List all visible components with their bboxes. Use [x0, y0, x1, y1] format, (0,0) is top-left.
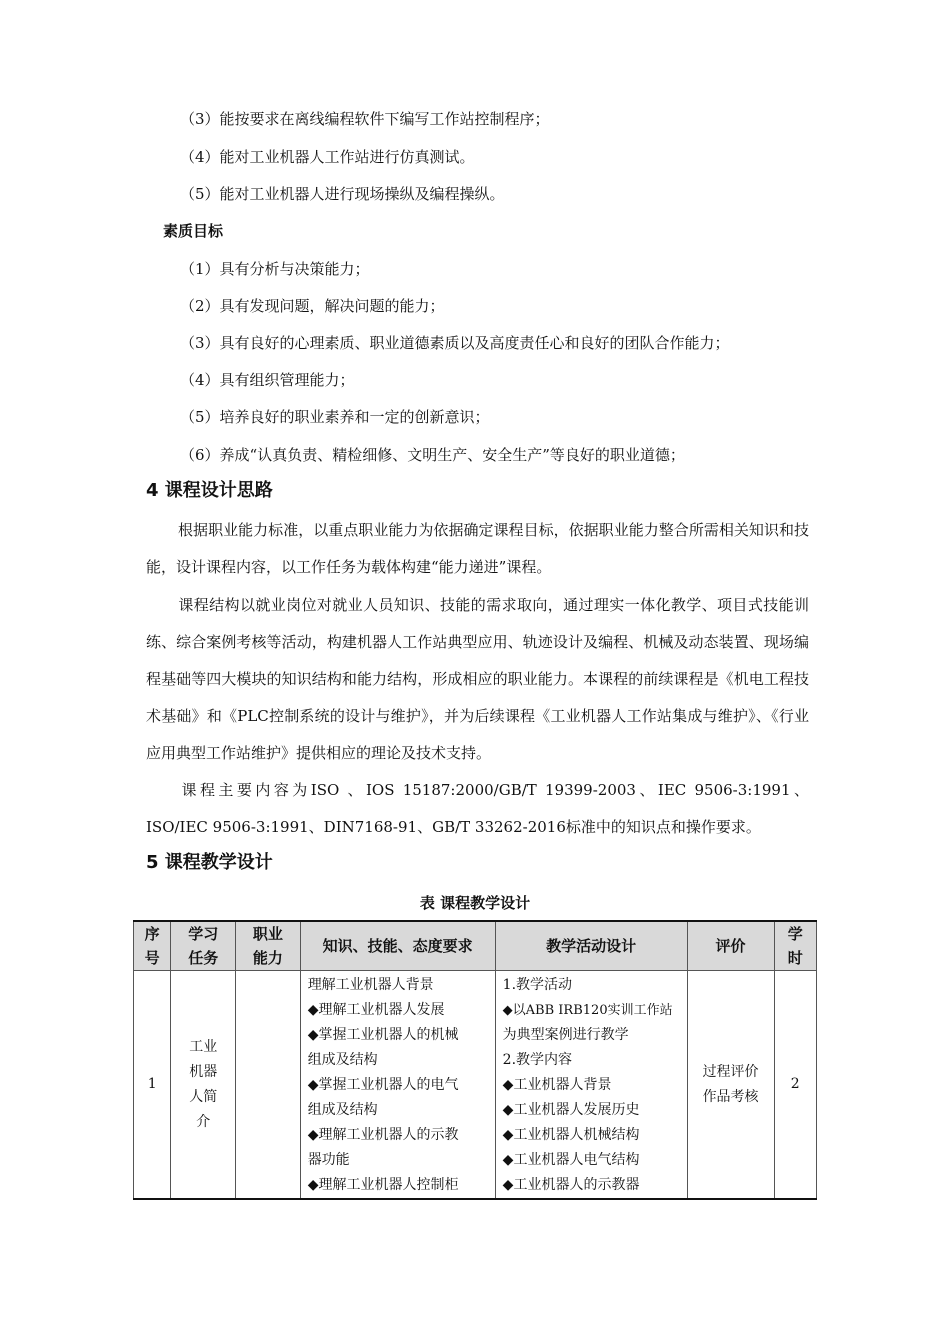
table-row [134, 971, 817, 1200]
ability-item-3: （3）能按要求在离线编程软件下编写工作站控制程序； [180, 110, 550, 128]
ability-item-5: （5）能对工业机器人进行现场操纵及编程操纵。 [180, 185, 505, 203]
header-index: 序 号 [134, 921, 171, 971]
ability-item-4: （4）能对工业机器人工作站进行仿真测试。 [180, 148, 475, 166]
cell-activities: 1.教学活动 ◆以ABB IRB120实训工作站 为典型案例进行教学 2.教学内容 ◆工业机器人背景 ◆工业机器人发展历史 ◆工业机器人机械结构 ◆工业机器人电气结构 ◆工业机器人的示教器 [495, 971, 687, 1200]
quality-item-2: （2）具有发现问题，解决问题的能力； [180, 297, 445, 315]
section-4-heading: 4 课程设计思路 [146, 480, 273, 501]
table-caption: 表 课程教学设计 [419, 894, 531, 912]
quality-item-4: （4）具有组织管理能力； [180, 371, 355, 389]
quality-item-6: （6）养成“认真负责、精检细修、文明生产、安全生产”等良好的职业道德； [180, 446, 685, 464]
header-ability: 职业 能力 [236, 921, 301, 971]
section-4-paragraph-2: 课程结构以就业岗位对就业人员知识、技能的需求取向，通过理实一体化教学、项目式技能训练、综合案例考核等活动，构建机器人工作站典型应用、轨迹设计及编程、机械及动态装置、现场编程基础等四大模块的知识结构和能力结构，形成相应的职业能力。本课程的前续课程是《机电工程技术基础》和《PLC控制系统的设计与维护》，并为后续课程《工业机器人工作站集成与维护》、《行业应用典型工作站维护》提供相应的理论及技术支持。 [146, 596, 809, 762]
teaching-design-table [133, 920, 817, 1200]
section-4-paragraph-3: 课程主要内容为ISO 、IOS 15187:2000/GB/T 19399-2003、IEC 9506-3:1991、ISO/IEC 9506-3:1991、DIN7168-91、GB/T 33262-2016标准中的知识点和操作要求。 [146, 781, 809, 836]
cell-evaluation: 过程评价 作品考核 [687, 971, 774, 1200]
cell-hours: 2 [774, 971, 817, 1200]
cell-ability [236, 971, 301, 1200]
quality-item-3: （3）具有良好的心理素质、职业道德素质以及高度责任心和良好的团队合作能力； [180, 334, 730, 352]
cell-requirements: 理解工业机器人背景 ◆理解工业机器人发展 ◆掌握工业机器人的机械 组成及结构 ◆掌握工业机器人的电气 组成及结构 ◆理解工业机器人的示教 器功能 ◆理解工业机器人控制柜 [300, 971, 495, 1200]
header-activities: 教学活动设计 [495, 921, 687, 971]
header-evaluation: 评价 [687, 921, 774, 971]
cell-task: 工业 机器 人简 介 [171, 971, 236, 1200]
table-header-row [134, 921, 817, 971]
header-requirements: 知识、技能、态度要求 [300, 921, 495, 971]
section-4-paragraph-1: 根据职业能力标准，以重点职业能力为依据确定课程目标，依据职业能力整合所需相关知识和技能，设计课程内容，以工作任务为载体构建“能力递进”课程。 [146, 521, 809, 576]
quality-item-5: （5）培养良好的职业素养和一定的创新意识； [180, 408, 490, 426]
header-task: 学习 任务 [171, 921, 236, 971]
quality-item-1: （1）具有分析与决策能力； [180, 260, 370, 278]
header-hours: 学 时 [774, 921, 817, 971]
section-5-heading: 5 课程教学设计 [146, 852, 273, 873]
quality-heading: 素质目标 [163, 222, 224, 240]
cell-index: 1 [134, 971, 171, 1200]
